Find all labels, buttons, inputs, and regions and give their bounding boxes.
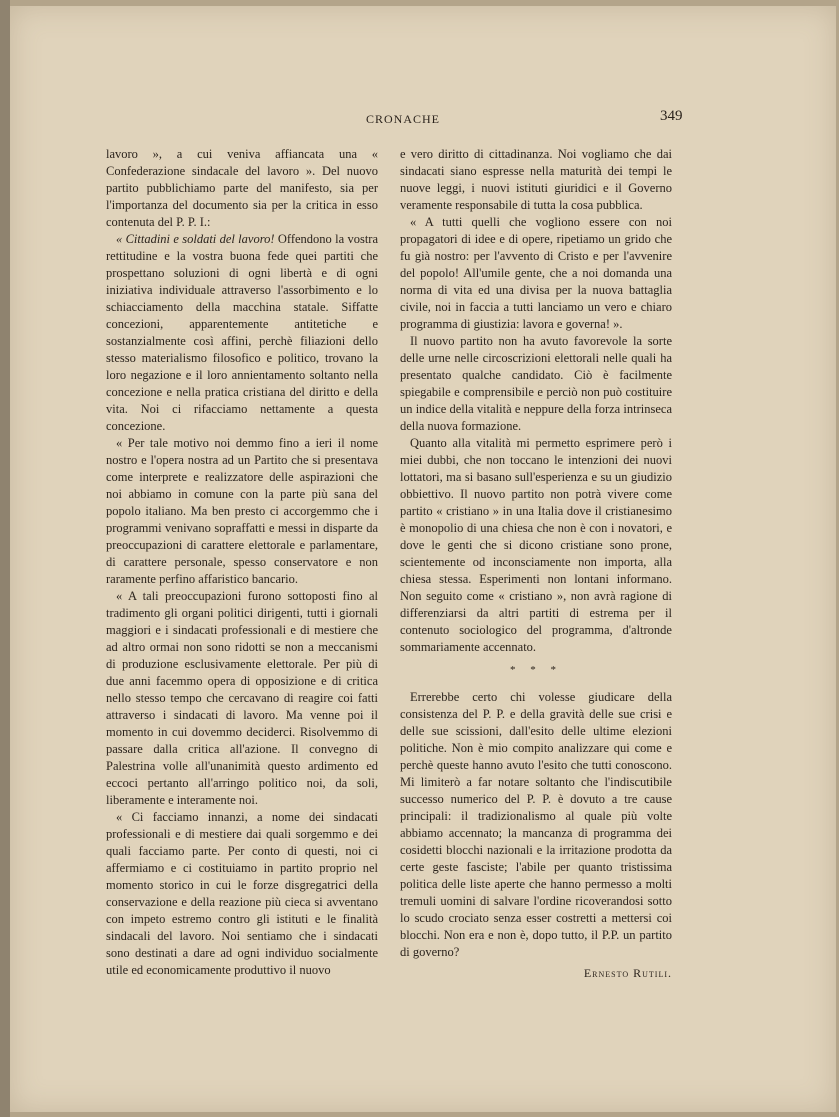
- right-column: [400, 146, 672, 982]
- running-head: CRONACHE: [366, 112, 441, 126]
- paragraph: « A tutti quelli che vogliono essere con noi propagatori di idee e di opere, ripetiamo un grido che fu già nostro: per l'avvento di Cristo e per l'avvenire del popolo! All'umile gente, che a noi domanda una norma di vita ed una divisa per la nuova battaglia civile, noi in faccia a tutti lanciamo un vero e chiaro programma di giustizia: lavora e governa! ».: [400, 215, 672, 331]
- book-spine: [0, 0, 10, 1117]
- paragraph: Il nuovo partito non ha avuto favorevole la sorte delle urne nelle circoscrizioni elettorali nelle quali ha presentato qualche candidato. Ciò è facilmente spiegabile e comprensibile e perciò non può costituire un indice della vitalità e neppure della forza intrinseca della nuova formazione.: [400, 334, 672, 433]
- paragraph: [106, 231, 378, 435]
- page-number: 349: [660, 108, 683, 124]
- paragraph: Errerebbe certo chi volesse giudicare della consistenza del P. P. e della gravità delle sue crisi e delle sue scissioni, dall'esito delle ultime elezioni politiche. Non è mio compito analizzare qui come e perchè queste hanno avuto l'esito che tutti conoscono. Mi limiterò a far notare soltanto che l'indiscutibile successo numerico del P. P. è dovuto a tre cause principali: il tradizionalismo al quale più volte abbiamo accennato; la mancanza di programma dei cosidetti blocchi nazionali e la irritazione prodotta da certe geste fasciste; l'abile per quanto tristissima politica delle liste aperte che hanno permesso a molti tremuli uomini di salvare l'ordine ricoverandosi sotto lo scudo crociato senza esser costretti a mettersi coi blocchi. Non era e non è, dopo tutto, il P.P. un partito di governo?: [400, 690, 672, 959]
- paragraph: Quanto alla vitalità mi permetto esprimere però i miei dubbi, che non toccano le intenzioni dei nuovi lottatori, ma si basano sull'esperienza e su un giudizio obbiettivo. Il nuovo partito non potrà vivere come partito « cristiano » in una Italia dove il cristianesimo è monopolio di una chiesa che non è con i novatori, e dove le genti che si dicono cristiane sono prone, scientemente od inconsciamente non importa, alla chiesa stessa. Esperimenti non lontani informano. Non seguito come « cristiano », non avrà ragione di differenziarsi da altri partiti di estrema per il contenuto sociologico del programma, d'altronde sommariamente accennato.: [400, 436, 672, 654]
- author-signature: Ernesto Rutili.: [583, 966, 672, 980]
- paragraph-text: Offendono la vostra rettitudine e la vostra buona fede quei partiti che prospettano soluzioni di ogni libertà e di ogni iniziativa individuale attraverso l'assorbimento e lo schiacciamento della macchina statale. Siffatte concezioni, apparentemente antitetiche e sostanzialmente così affini, perchè filiazioni dello stesso materialismo filosofico e politico, trovano la loro negazione e il loro annientamento soltanto nella concezione e nella pratica cristiana del diritto e della vita. Noi ci rifacciamo nettamente a questa concezione.: [106, 232, 379, 433]
- paragraph: « A tali preoccupazioni furono sottoposti fino al tradimento gli organi politici dirigenti, tutti i giornali maggiori e i sindacati professionali e di mestiere che ad altro ormai non sono ridotti se non a meccanismi di produzione esclusivamente elettorale. Per più di due anni facemmo opera di opposizione e di critica nello stesso tempo che cercavano di reagire coi fatti attraverso i sindacati di lavoro. Ma venne poi il momento in cui dovemmo deciderci. Risolvemmo di passare dalla critica all'azione. Il convegno di Palestrina volle all'unanimità questo ardimento ed eccoci pertanto all'arringo politico noi, da soli, liberamente e interamente noi.: [106, 589, 378, 807]
- left-column: [106, 146, 378, 979]
- page-header: [10, 106, 836, 130]
- paragraph: « Ci facciamo innanzi, a nome dei sindacati professionali e di mestiere dai quali sorgemmo e dei quali facciamo parte. Per conto di questi, noi ci affermiamo e ci costituiamo in partito proprio nel momento storico in cui le forze disgregatrici della conservazione e della reazione più cieca si avventano con impeto estremo contro gli istituti e le finalità sindacali del lavoro. Noi sentiamo che i sindacati sono destinati a dare ad ogni individuo socialmente utile ed economicamente produttivo il nuovo: [106, 810, 378, 977]
- paragraph: « Per tale motivo noi demmo fino a ieri il nome nostro e l'opera nostra ad un Partito che si presentava come interprete e realizzatore delle aspirazioni che noi abbiamo in comune con la parte più sana del popolo italiano. Ma ben presto ci accorgemmo che i programmi venivano sopraffatti e messi in disparte da preoccupazioni di carattere elettorale e parlamentare, di carattere personale, spesso conservatore e non raramente perfino affaristico bancario.: [106, 436, 378, 586]
- section-divider: * * *: [510, 664, 562, 676]
- document-page: [10, 6, 836, 1112]
- manifesto-opening: « Cittadini e soldati del lavoro!: [116, 232, 275, 246]
- paragraph: lavoro », a cui veniva affiancata una « Confederazione sindacale del lavoro ». Del nuovo partito pubblichiamo parte del manifesto, sia per l'importanza del documento sia per la critica in esso contenuta del P. P. I.:: [106, 147, 378, 229]
- paragraph: e vero diritto di cittadinanza. Noi vogliamo che dai sindacati siano espresse nella maturità dei tempi le nuove leggi, i nuovi istituti giuridici e il Governo veramente responsabile di tutta la cosa pubblica.: [400, 147, 672, 212]
